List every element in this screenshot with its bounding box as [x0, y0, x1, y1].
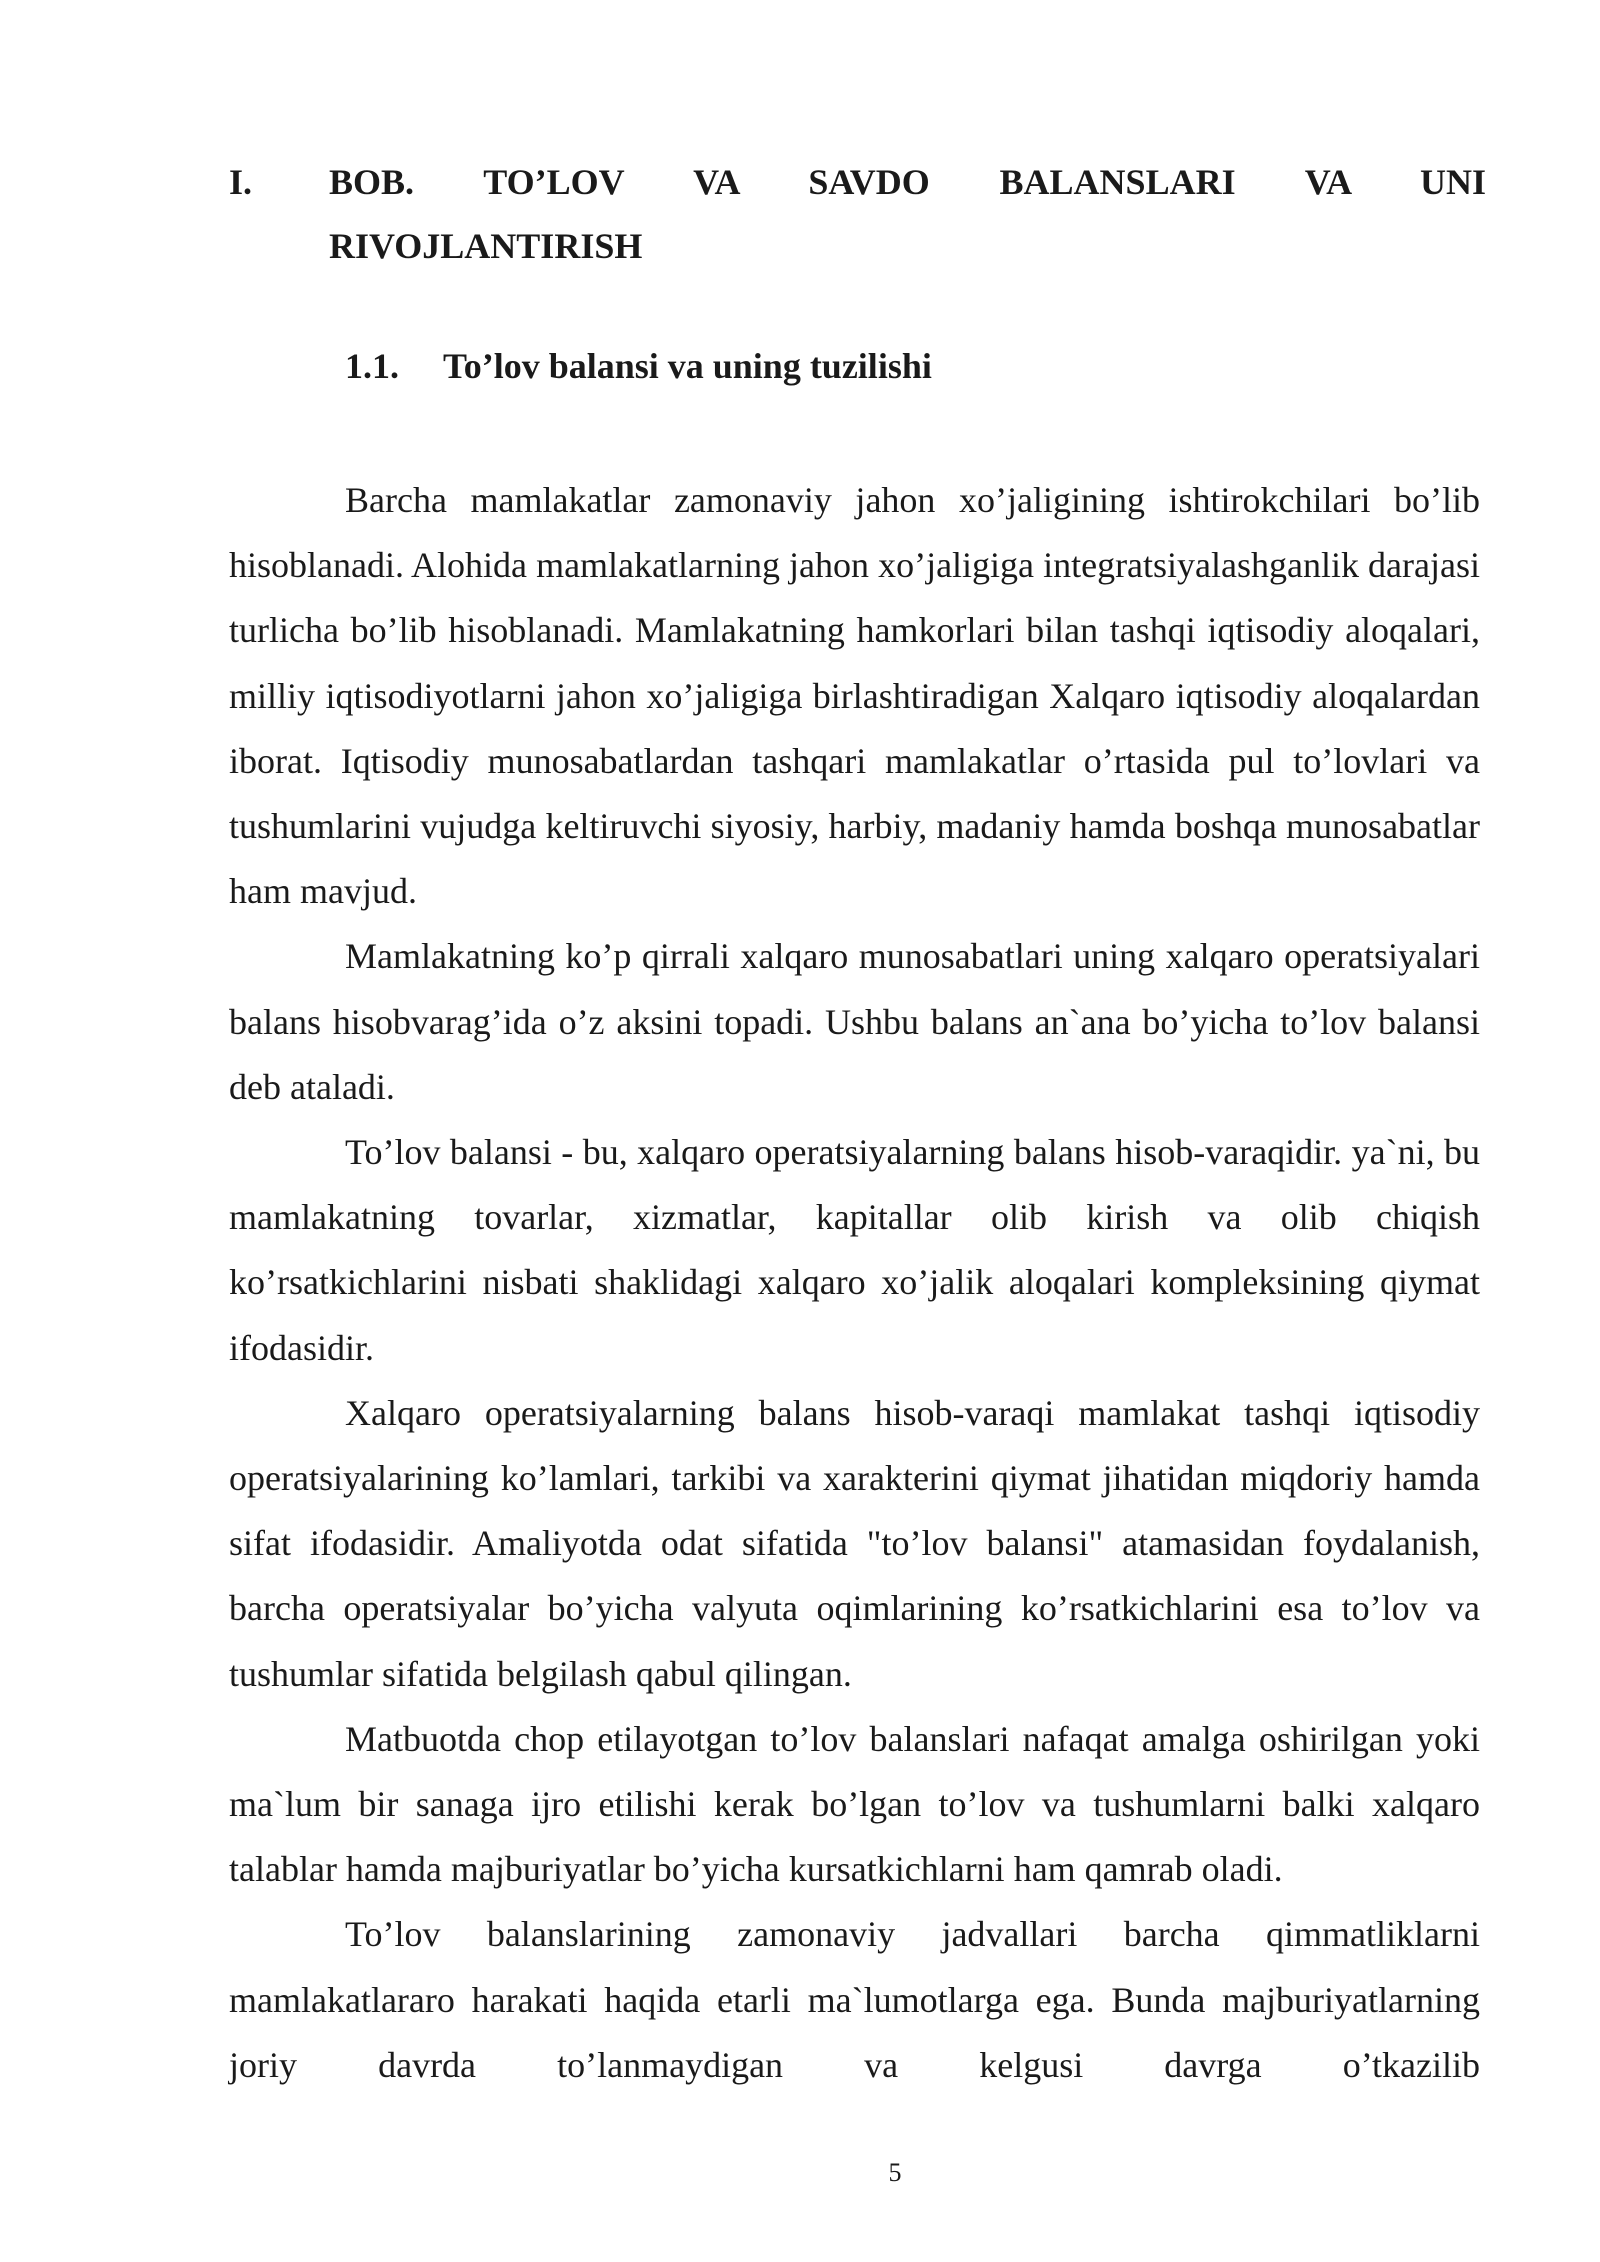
- paragraph: Xalqaro operatsiyalarning balans hisob-varaqi mamlakat tashqi iqtisodiy operatsiyalarining ko’lamlari, tarkibi va xarakterini qiymat jihatidan miqdoriy hamda sifat ifodasidir. Amaliyotda odat sifatida "to’lov balansi" atamasidan foydalanish, barcha operatsiyalar bo’yicha valyuta oqimlarining ko’rsatkichlarini esa to’lov va tushumlar sifatida belgilash qabul qilingan.: [229, 1392, 1480, 1694]
- paragraph: To’lov balanslarining zamonaviy jadvallari barcha qimmatliklarni mamlakatlararo harakati haqida etarli ma`lumotlarga ega. Bunda majburiyatlarning joriy davrda to’lanmaydigan va kelgusi davrga o’tkazilib: [229, 1914, 1480, 2085]
- paragraph: To’lov balansi - bu, xalqaro operatsiyalarning balans hisob-varaqidir. ya`ni, bu mamlakatning tovarlar, xizmatlar, kapitallar olib kirish va olib chiqish ko’rsatkichlarini nisbati shaklidagi xalqaro xo’jalik aloqalari kompleksining qiymat ifodasidir.: [229, 1132, 1480, 1368]
- page-number: 5: [888, 2158, 902, 2187]
- section-number: 1.1.: [345, 346, 399, 386]
- body-text: [229, 468, 1480, 2098]
- paragraph: Barcha mamlakatlar zamonaviy jahon xo’jaligining ishtirokchilari bo’lib hisoblanadi. Alohida mamlakatlarning jahon xo’jaligiga integratsiyalashganlik darajasi turlicha bo’lib hisoblanadi. Mamlakatning hamkorlari bilan tashqi iqtisodiy aloqalari, milliy iqtisodiyotlarni jahon xo’jaligiga birlashtiradigan Xalqaro iqtisodiy aloqalardan iborat. Iqtisodiy munosabatlardan tashqari mamlakatlar o’rtasida pul to’lovlari va tushumlarini vujudga keltiruvchi siyosiy, harbiy, madaniy hamda boshqa munosabatlar ham mavjud.: [229, 480, 1480, 912]
- section-heading: [345, 342, 932, 390]
- paragraph: Mamlakatning ko’p qirrali xalqaro munosabatlari uning xalqaro operatsiyalari balans hisobvarag’ida o’z aksini topadi. Ushbu balans an`ana bo’yicha to’lov balansi deb ataladi.: [229, 936, 1480, 1107]
- chapter-title: [329, 150, 1486, 278]
- chapter-number: I.: [229, 162, 253, 202]
- chapter-title-line-1: BOB. TO’LOV VA SAVDO BALANSLARI VA UNI: [329, 162, 1486, 202]
- chapter-heading: [229, 150, 1486, 278]
- paragraph: Matbuotda chop etilayotgan to’lov balanslari nafaqat amalga oshirilgan yoki ma`lum bir sanaga ijro etilishi kerak bo’lgan to’lov va tushumlarni balki xalqaro talablar hamda majburiyatlar bo’yicha kursatkichlarni ham qamrab oladi.: [229, 1718, 1480, 1890]
- chapter-title-line-2: RIVOJLANTIRISH: [329, 226, 643, 266]
- section-title: To’lov balansi va uning tuzilishi: [443, 346, 932, 386]
